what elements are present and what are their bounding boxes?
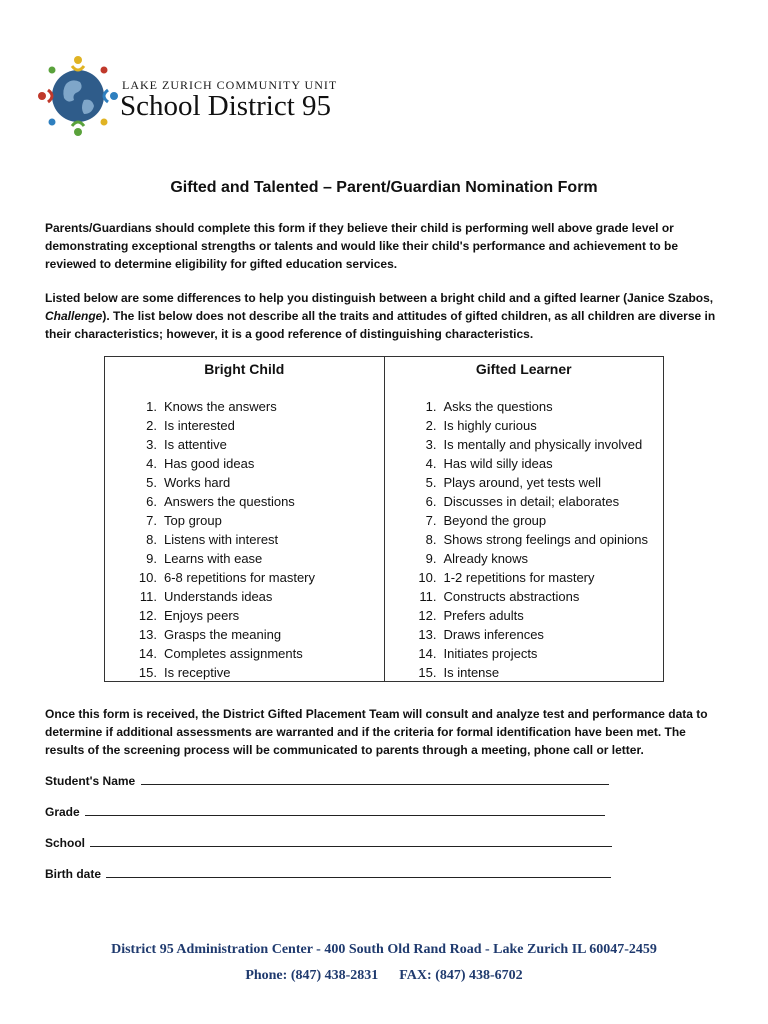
bright-child-item-text: Listens with interest <box>164 532 279 547</box>
bright-child-item-text: Learns with ease <box>164 551 263 566</box>
gifted-learner-item <box>413 435 649 454</box>
differences-text-after: ). The list below does not describe all the traits and attitudes of gifted children, as all children are diverse in their characteristics; however, it is a good reference of distinguishing characteristics. <box>45 309 716 341</box>
gifted-learner-item-number: 12. <box>418 608 437 623</box>
gifted-learner-item <box>413 606 649 625</box>
birth-date-label: Birth date <box>45 867 102 881</box>
bright-child-item <box>133 587 315 606</box>
gifted-learner-heading: Gifted Learner <box>475 361 572 377</box>
gifted-learner-item <box>413 644 649 663</box>
bright-child-item-number: 8. <box>146 532 157 547</box>
gifted-learner-item-number: 9. <box>425 551 437 566</box>
gifted-learner-item <box>413 492 649 511</box>
intro-paragraph: Parents/Guardians should complete this form if they believe their child is performing well above grade level or demonstrating exceptional strengths or talents and would like their child's performance and achievement to be reviewed to determine eligibility for gifted education services. <box>45 221 678 271</box>
gifted-learner-item <box>413 416 649 435</box>
gifted-learner-item <box>413 454 649 473</box>
gifted-learner-item-text: 1-2 repetitions for mastery <box>443 570 595 585</box>
bright-child-item <box>133 454 315 473</box>
bright-child-item-text: 6-8 repetitions for mastery <box>164 570 316 585</box>
gifted-learner-item <box>413 587 649 606</box>
bright-child-item <box>133 492 315 511</box>
differences-paragraph <box>45 289 725 343</box>
student-name-line[interactable] <box>141 773 609 785</box>
bright-child-item <box>133 530 315 549</box>
gifted-learner-item-number: 14. <box>418 646 437 661</box>
differences-italic: Challenge <box>45 309 103 323</box>
gifted-learner-item-text: Prefers adults <box>443 608 524 623</box>
gifted-learner-item <box>413 530 649 549</box>
bright-child-item-number: 5. <box>146 475 157 490</box>
bright-child-item <box>133 473 315 492</box>
gifted-learner-item-text: Discusses in detail; elaborates <box>443 494 620 509</box>
gifted-learner-item-text: Is intense <box>443 665 500 680</box>
district-logo <box>32 50 342 142</box>
gifted-learner-item-text: Asks the questions <box>443 399 553 414</box>
gifted-learner-item-text: Plays around, yet tests well <box>443 475 602 490</box>
birth-date-line[interactable] <box>106 866 611 878</box>
school-field[interactable] <box>45 835 612 850</box>
gifted-learner-item-number: 13. <box>418 627 437 642</box>
bright-child-item-number: 10. <box>138 570 157 585</box>
bright-child-item-text: Knows the answers <box>164 399 277 414</box>
org-name: School District 95 <box>120 90 332 122</box>
bright-child-item-text: Enjoys peers <box>164 608 240 623</box>
bright-child-item <box>133 511 315 530</box>
bright-child-item <box>133 397 315 416</box>
bright-child-item-text: Understands ideas <box>164 589 273 604</box>
bright-child-item-number: 4. <box>146 456 157 471</box>
bright-child-item-number: 7. <box>146 513 157 528</box>
student-name-field[interactable] <box>45 773 609 788</box>
gifted-learner-item-number: 4. <box>425 456 437 471</box>
gifted-learner-item-text: Initiates projects <box>443 646 538 661</box>
org-line: LAKE ZURICH COMMUNITY UNIT <box>122 78 338 92</box>
gifted-learner-item <box>413 663 649 682</box>
gifted-learner-item-text: Is highly curious <box>443 418 537 433</box>
bright-child-item-text: Has good ideas <box>164 456 255 471</box>
bright-child-item-text: Answers the questions <box>164 494 295 509</box>
bright-child-item-text: Top group <box>164 513 222 528</box>
bright-child-item-text: Grasps the meaning <box>164 627 282 642</box>
bright-child-item <box>133 549 315 568</box>
gifted-learner-item-text: Already knows <box>443 551 529 566</box>
bright-child-item-number: 11. <box>139 589 157 604</box>
gifted-learner-item-number: 6. <box>425 494 437 509</box>
differences-text-before: Listed below are some differences to help you distinguish between a bright child and a gifted learner (Janice Szabos, <box>45 291 714 305</box>
bright-child-item-number: 1. <box>146 399 157 414</box>
bright-child-item-text: Works hard <box>164 475 231 490</box>
student-name-label: Student's Name <box>45 774 136 788</box>
bright-child-item-number: 9. <box>146 551 157 566</box>
bright-child-item-text: Is attentive <box>164 437 227 452</box>
gifted-learner-item-number: 15. <box>418 665 437 680</box>
bright-child-item <box>133 663 315 682</box>
gifted-learner-item-text: Constructs abstractions <box>443 589 580 604</box>
bright-child-item-number: 2. <box>146 418 157 433</box>
bright-child-item <box>133 435 315 454</box>
gifted-learner-item-number: 2. <box>425 418 437 433</box>
page-title: Gifted and Talented – Parent/Guardian Nomination Form <box>170 179 598 196</box>
gifted-learner-item <box>413 625 649 644</box>
gifted-learner-item-number: 5. <box>425 475 437 490</box>
grade-field[interactable] <box>45 804 605 819</box>
gifted-learner-item-number: 3. <box>425 437 437 452</box>
gifted-learner-item-number: 11. <box>419 589 437 604</box>
grade-line[interactable] <box>85 804 605 816</box>
gifted-learner-item-number: 1. <box>425 399 437 414</box>
footer-contact: Phone: (847) 438-2831 FAX: (847) 438-6702 <box>245 968 523 983</box>
globe-people-logo-icon <box>32 50 122 142</box>
bright-child-item-text: Is receptive <box>164 665 231 680</box>
gifted-learner-list <box>413 397 649 682</box>
bright-child-item-number: 3. <box>146 437 157 452</box>
bright-child-item-number: 15. <box>138 665 157 680</box>
bright-child-item <box>133 416 315 435</box>
gifted-learner-item-number: 8. <box>425 532 437 547</box>
bright-child-item <box>133 568 315 587</box>
gifted-learner-item-text: Is mentally and physically involved <box>443 437 643 452</box>
bright-child-item-number: 6. <box>146 494 157 509</box>
bright-child-item-number: 13. <box>138 627 157 642</box>
gifted-learner-item <box>413 568 649 587</box>
process-paragraph: Once this form is received, the District Gifted Placement Team will consult and analyze test and performance data to determine if additional assessments are warranted and if the criteria for formal identification have been met. The results of the screening process will be communicated to parents through a meeting, phone call or letter. <box>45 707 708 757</box>
gifted-learner-item-text: Beyond the group <box>443 513 547 528</box>
bright-child-item <box>133 625 315 644</box>
gifted-learner-item <box>413 549 649 568</box>
bright-child-item-text: Completes assignments <box>164 646 303 661</box>
bright-child-column <box>105 357 384 681</box>
gifted-learner-item <box>413 511 649 530</box>
gifted-learner-item-text: Shows strong feelings and opinions <box>443 532 649 547</box>
bright-child-heading: Bright Child <box>204 361 285 377</box>
gifted-learner-item-number: 10. <box>418 570 437 585</box>
bright-child-list <box>133 397 315 682</box>
gifted-learner-column <box>384 357 664 681</box>
bright-child-item-text: Is interested <box>164 418 235 433</box>
comparison-table <box>104 356 664 682</box>
bright-child-item-number: 14. <box>138 646 157 661</box>
gifted-learner-item-number: 7. <box>425 513 437 528</box>
gifted-learner-item-text: Draws inferences <box>443 627 544 642</box>
school-line[interactable] <box>90 835 612 847</box>
bright-child-item <box>133 644 315 663</box>
gifted-learner-item <box>413 473 649 492</box>
grade-label: Grade <box>45 805 80 819</box>
bright-child-item <box>133 606 315 625</box>
bright-child-item-number: 12. <box>138 608 157 623</box>
birth-date-field[interactable] <box>45 866 611 881</box>
footer-address: District 95 Administration Center - 400 South Old Rand Road - Lake Zurich IL 60047-2459 <box>111 942 657 957</box>
gifted-learner-item-text: Has wild silly ideas <box>443 456 553 471</box>
school-label: School <box>45 836 86 850</box>
gifted-learner-item <box>413 397 649 416</box>
